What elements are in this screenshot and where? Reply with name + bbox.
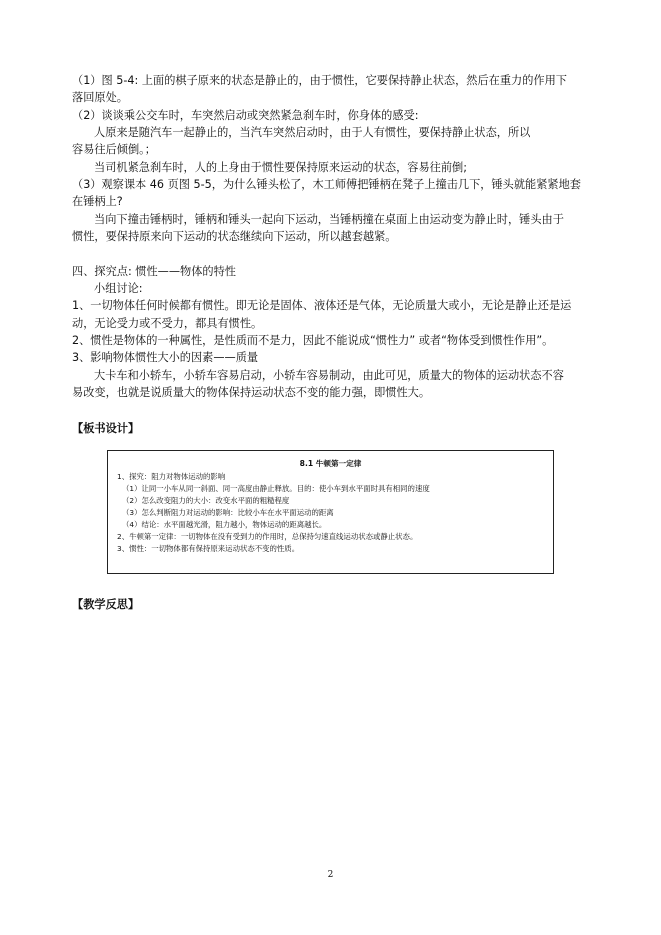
board-line: 2、牛顿第一定律：一切物体在没有受到力的作用时，总保持匀速直线运动状态或静止状态。 — [117, 532, 418, 541]
text-line: 容易往后倾倒。； — [72, 143, 156, 156]
text-line: 1、一切物体任何时候都有惯性。即无论是固体、液体还是气体，无论质量大或小，无论是静止还是运 — [72, 299, 572, 312]
board-line: （4）结论：水平面越光滑，阻力越小，物体运动的距离越长。 — [122, 520, 327, 529]
board-line: 1、探究：阻力对物体运动的影响 — [117, 472, 226, 481]
text-line: 小组讨论: — [94, 282, 143, 295]
text-line: 在锤柄上? — [72, 195, 123, 208]
text-line: 惯性，要保持原来向下运动的状态继续向下运动，所以越套越紧。 — [72, 230, 397, 243]
text-line: 人原来是随汽车一起静止的，当汽车突然启动时，由于人有惯性，要保持静止状态，所以 — [94, 126, 531, 139]
board-line: （2）怎么改变阻力的大小：改变水平面的粗糙程度 — [122, 496, 290, 505]
board-line: （1）让同一小车从同一斜面、同一高度由静止释放。目的：使小车到水平面时具有相同的速度 — [122, 484, 430, 493]
text-line: 动，无论受力或不受力，都具有惯性。 — [72, 317, 263, 330]
text-line: 当向下撞击锤柄时，锤柄和锤头一起向下运动，当锤柄撞在桌面上由运动变为静止时，锤头由于 — [94, 213, 564, 226]
text-line: 当司机紧急刹车时，人的上身由于惯性要保持原来运动的状态，容易往前倒; — [94, 161, 467, 174]
reflection-heading: 【教学反思】 — [72, 598, 140, 611]
page-number: 2 — [327, 870, 334, 880]
text-line: （1）图 5-4: 上面的棋子原来的状态是静止的，由于惯性，它要保持静止状态，然后在重力的作用下 — [72, 74, 567, 87]
text-line: 易改变，也就是说质量大的物体保持运动状态不变的能力强，即惯性大。 — [72, 386, 431, 399]
text-line: 大卡车和小轿车，小轿车容易启动，小轿车容易制动，由此可见，质量大的物体的运动状态不容 — [94, 369, 564, 382]
text-line: 2、惯性是物体的一种属性，是性质而不是力，因此不能说成“惯性力” 或者“物体受到惯性作用”。 — [72, 334, 554, 347]
text-line: （2）谈谈乘公交车时，车突然启动或突然紧急刹车时，你身体的感受: — [72, 109, 419, 122]
section-heading: 四、探究点: 惯性——物体的特性 — [72, 265, 236, 278]
board-title: 8.1 牛顿第一定律 — [299, 459, 362, 468]
text-line: （3）观察课本 46 页图 5-5，为什么锤头松了，木工师傅把锤柄在凳子上撞击几下，锤头就能紧紧地套 — [72, 178, 581, 191]
board-line: 3、惯性：一切物体都有保持原来运动状态不变的性质。 — [117, 544, 300, 553]
board-design-heading: 【板书设计】 — [72, 422, 140, 435]
text-line: 3、影响物体惯性大小的因素——质量 — [72, 351, 259, 364]
board-line: （3）怎么判断阻力对运动的影响：比较小车在水平面运动的距离 — [122, 508, 334, 517]
text-line: 落回原处。 — [72, 91, 128, 104]
board-design-box — [107, 450, 554, 574]
